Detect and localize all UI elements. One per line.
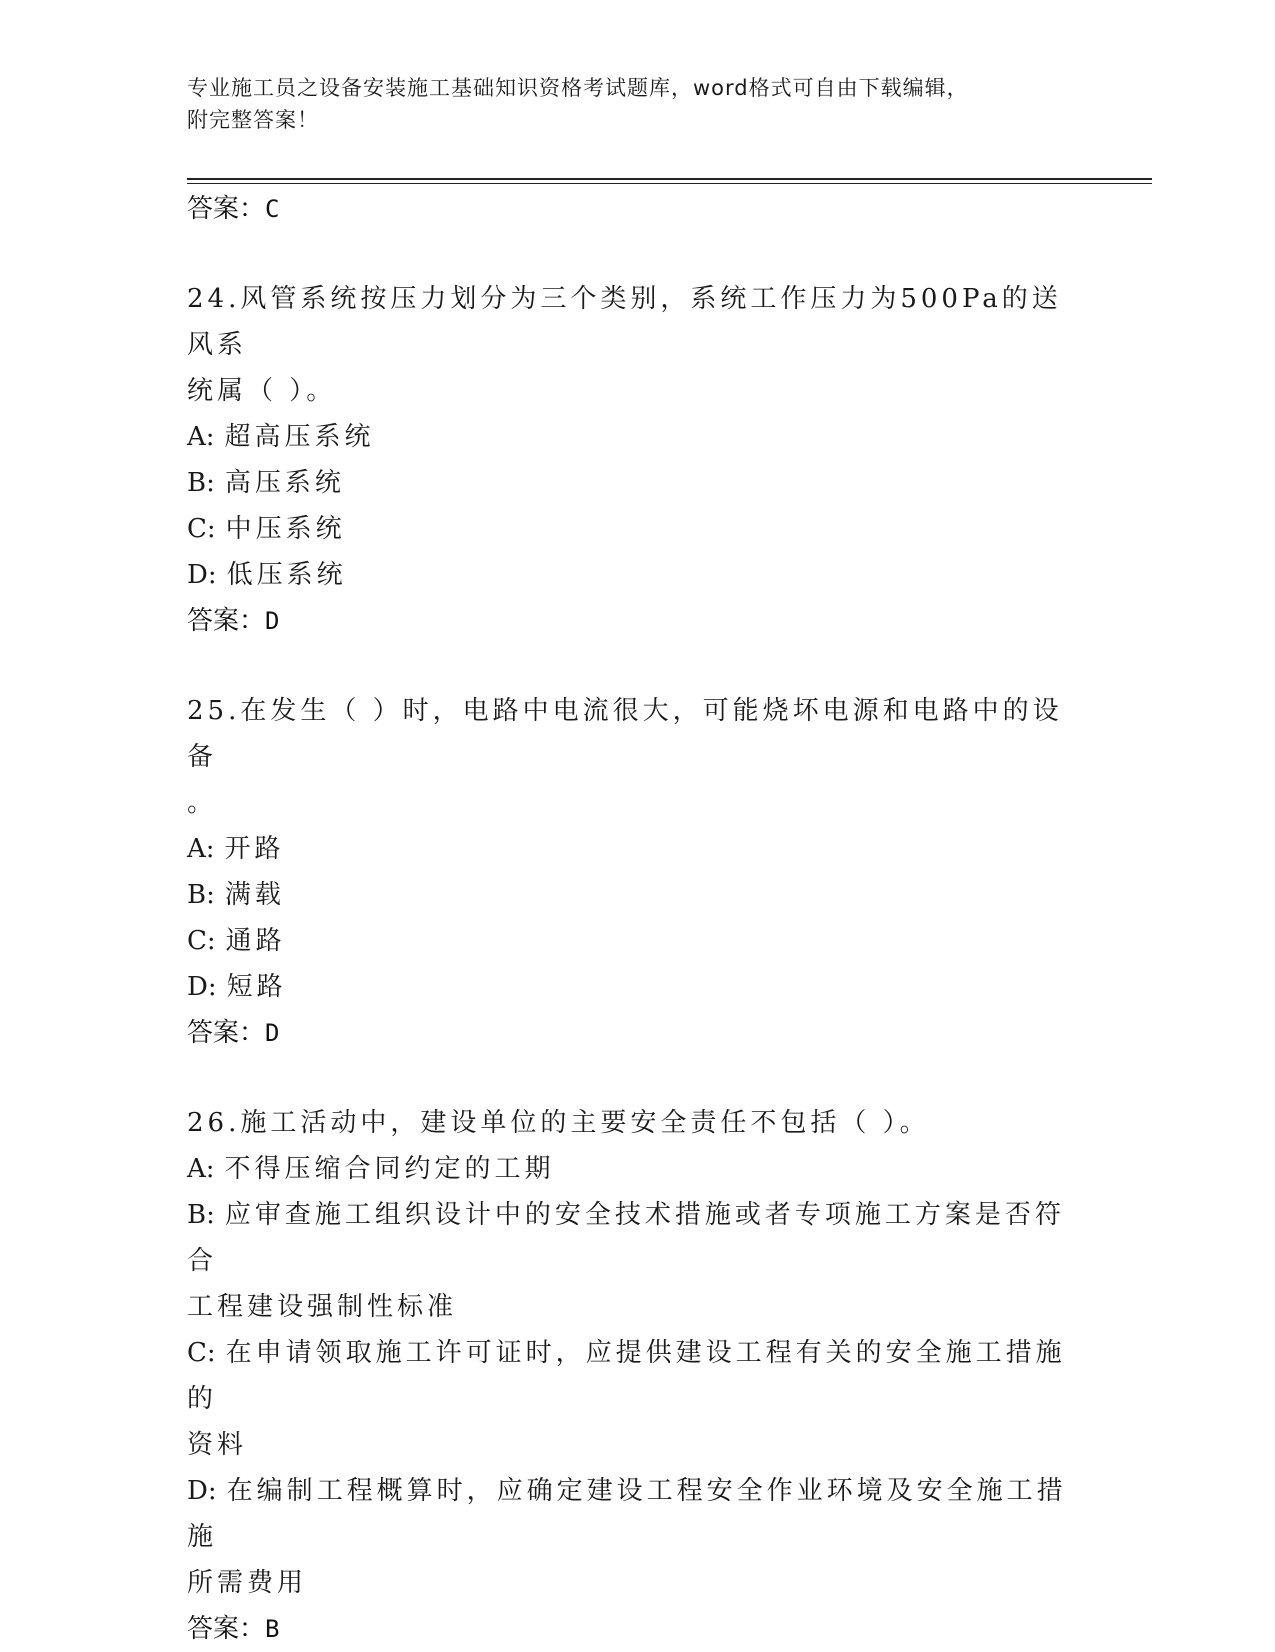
option-text: 开路 bbox=[224, 834, 285, 864]
option-letter: C: bbox=[187, 926, 216, 956]
option-letter: B: bbox=[187, 468, 215, 498]
option-text: 不得压缩合同约定的工期 bbox=[224, 1154, 555, 1184]
option-a bbox=[187, 826, 1067, 872]
option-c bbox=[187, 506, 1067, 552]
option-letter: A: bbox=[187, 1154, 215, 1184]
header-line-1: 专业施工员之设备安装施工基础知识资格考试题库，word格式可自由下载编辑， bbox=[187, 76, 969, 100]
option-text: 应审查施工组织设计中的安全技术措施或者专项施工方案是否符合 bbox=[187, 1200, 1065, 1276]
answer-line bbox=[187, 598, 1067, 644]
answer-label: 答案： bbox=[187, 1018, 266, 1048]
option-letter: D: bbox=[187, 560, 217, 590]
answer-label: 答案： bbox=[187, 194, 266, 224]
answer-label: 答案： bbox=[187, 1614, 266, 1644]
option-text: 高压系统 bbox=[224, 468, 345, 498]
option-letter: D: bbox=[187, 1476, 217, 1506]
option-letter: A: bbox=[187, 834, 215, 864]
option-letter: B: bbox=[187, 880, 215, 910]
question-list bbox=[187, 186, 1067, 1652]
option-text: 低压系统 bbox=[226, 560, 347, 590]
answer-value: D bbox=[265, 1019, 280, 1047]
header-rule-thick bbox=[187, 178, 1152, 180]
option-a bbox=[187, 1146, 1067, 1192]
option-c bbox=[187, 1330, 1067, 1422]
answer-value: D bbox=[265, 607, 280, 635]
option-d bbox=[187, 1468, 1067, 1560]
answer-line bbox=[187, 1010, 1067, 1056]
option-c bbox=[187, 918, 1067, 964]
page-header bbox=[187, 72, 1067, 136]
option-d bbox=[187, 552, 1067, 598]
answer-value: C bbox=[265, 195, 280, 223]
answer-line bbox=[187, 1606, 1067, 1652]
option-b bbox=[187, 872, 1067, 918]
option-b-continued: 工程建设强制性标准 bbox=[187, 1292, 458, 1322]
option-text: 在申请领取施工许可证时，应提供建设工程有关的安全施工措施的 bbox=[187, 1338, 1066, 1414]
option-c-continued: 资料 bbox=[187, 1430, 248, 1460]
option-letter: B: bbox=[187, 1200, 215, 1230]
header-rule-thin bbox=[187, 183, 1152, 184]
answer-value: B bbox=[265, 1615, 280, 1643]
header-line-2: 附完整答案！ bbox=[187, 108, 319, 132]
option-letter: D: bbox=[187, 972, 217, 1002]
option-text: 通路 bbox=[225, 926, 286, 956]
option-letter: C: bbox=[187, 1338, 216, 1368]
option-a bbox=[187, 414, 1067, 460]
option-text: 超高压系统 bbox=[224, 422, 375, 452]
option-text: 满载 bbox=[224, 880, 285, 910]
answer-label: 答案： bbox=[187, 606, 266, 636]
question-text-line: 统属（ ）。 bbox=[187, 376, 337, 406]
option-text: 短路 bbox=[226, 972, 287, 1002]
option-letter: A: bbox=[187, 422, 215, 452]
option-d bbox=[187, 964, 1067, 1010]
question-text-line: 。 bbox=[187, 788, 218, 818]
question-text-line: 26.施工活动中，建设单位的主要安全责任不包括（ ）。 bbox=[187, 1108, 930, 1138]
option-b bbox=[187, 1192, 1067, 1284]
answer-line bbox=[187, 186, 1067, 232]
question-24 bbox=[187, 276, 1067, 644]
question-25 bbox=[187, 688, 1067, 1056]
option-text: 中压系统 bbox=[225, 514, 346, 544]
option-d-continued: 所需费用 bbox=[187, 1568, 308, 1598]
option-text: 在编制工程概算时，应确定建设工程安全作业环境及安全施工措施 bbox=[187, 1476, 1067, 1552]
question-text-line: 25.在发生（ ）时，电路中电流很大，可能烧坏电源和电路中的设备 bbox=[187, 696, 1063, 772]
option-b bbox=[187, 460, 1067, 506]
option-letter: C: bbox=[187, 514, 216, 544]
question-text-line: 24.风管系统按压力划分为三个类别，系统工作压力为500Pa的送风系 bbox=[187, 284, 1062, 360]
question-26 bbox=[187, 1100, 1067, 1652]
